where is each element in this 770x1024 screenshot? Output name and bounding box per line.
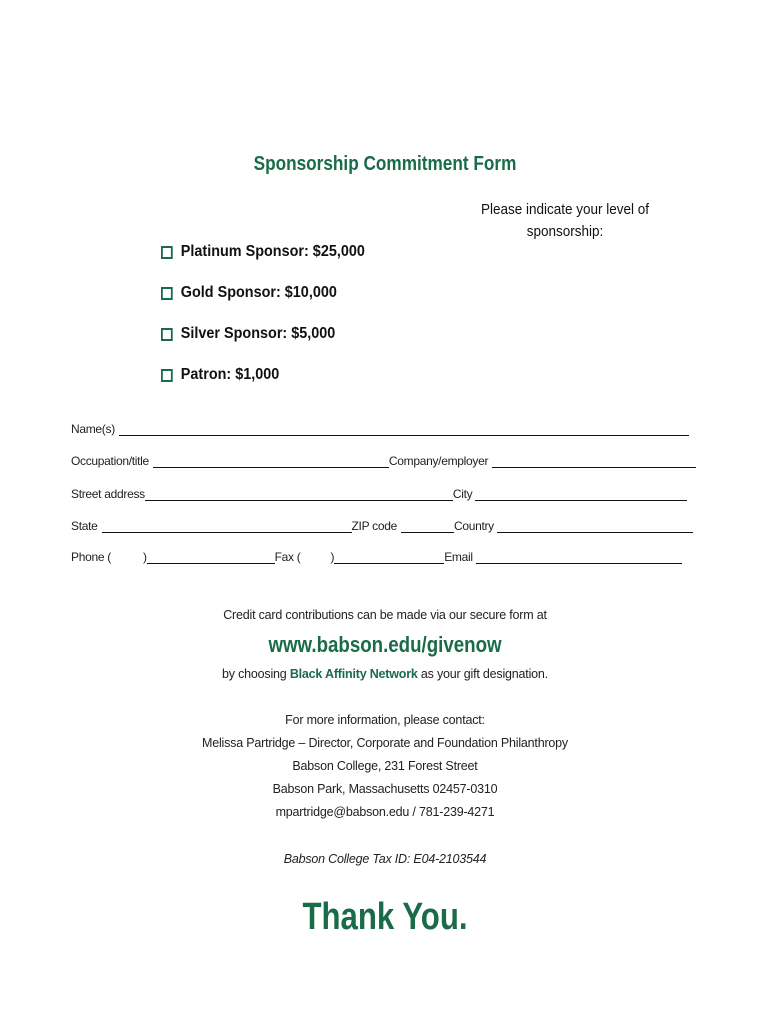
- zip-label: ZIP code: [351, 519, 397, 533]
- country-field[interactable]: [497, 520, 693, 533]
- occupation-row: [71, 454, 701, 468]
- phone-paren-close: ): [142, 550, 147, 564]
- option-silver-label: Silver Sponsor: $5,000: [180, 325, 336, 342]
- checkbox-patron[interactable]: [161, 369, 173, 382]
- option-patron[interactable]: [161, 366, 279, 384]
- option-platinum-label: Platinum Sponsor: $25,000: [180, 243, 365, 260]
- street-field[interactable]: [145, 488, 453, 501]
- instruction-text: Please indicate your level of sponsorship:: [480, 201, 650, 240]
- givenow-link[interactable]: www.babson.edu/givenow: [268, 632, 502, 657]
- option-gold-label: Gold Sponsor: $10,000: [180, 284, 337, 301]
- option-gold[interactable]: [161, 284, 337, 302]
- option-silver[interactable]: [161, 325, 335, 343]
- occupation-field[interactable]: [153, 455, 389, 468]
- phone-row: [71, 550, 701, 564]
- payment-intro: Credit card contributions can be made via our secure form at: [223, 608, 547, 622]
- contact-address-2: Babson Park, Massachusetts 02457-0310: [272, 782, 498, 796]
- designation-name: Black Affinity Network: [289, 667, 418, 681]
- designation-line: [0, 667, 770, 681]
- state-row: [71, 519, 701, 533]
- street-label: Street address: [71, 487, 145, 501]
- state-label: State: [71, 519, 98, 533]
- fax-field[interactable]: [334, 551, 444, 564]
- checkbox-platinum[interactable]: [161, 246, 173, 259]
- thank-you-heading: Thank You.: [302, 896, 468, 938]
- phone-field[interactable]: [147, 551, 275, 564]
- checkbox-silver[interactable]: [161, 328, 173, 341]
- contact-intro: For more information, please contact:: [285, 713, 485, 727]
- designation-prefix: by choosing: [222, 667, 290, 681]
- form-title: Sponsorship Commitment Form: [253, 153, 517, 175]
- country-label: Country: [453, 519, 494, 533]
- option-platinum[interactable]: [161, 243, 365, 261]
- zip-field[interactable]: [401, 520, 454, 533]
- city-field[interactable]: [475, 488, 687, 501]
- names-label: Name(s): [71, 422, 115, 436]
- fax-label: Fax (: [274, 550, 301, 564]
- phone-label: Phone (: [71, 550, 111, 564]
- fax-paren-close: ): [330, 550, 335, 564]
- contact-address-1: Babson College, 231 Forest Street: [292, 759, 478, 773]
- contact-email-phone: mpartridge@babson.edu / 781-239-4271: [275, 805, 495, 819]
- checkbox-gold[interactable]: [161, 287, 173, 300]
- contact-name: Melissa Partridge – Director, Corporate and Foundation Philanthropy: [202, 736, 568, 750]
- city-label: City: [452, 487, 473, 501]
- occupation-label: Occupation/title: [71, 454, 149, 468]
- email-label: Email: [444, 550, 473, 564]
- option-patron-label: Patron: $1,000: [180, 366, 280, 383]
- company-label: Company/employer: [388, 454, 489, 468]
- company-field[interactable]: [492, 455, 696, 468]
- designation-suffix: as your gift designation.: [417, 667, 548, 681]
- names-row: [71, 422, 701, 436]
- tax-id: Babson College Tax ID: E04-2103544: [283, 852, 487, 866]
- street-row: [71, 487, 701, 501]
- state-field[interactable]: [102, 520, 352, 533]
- email-field[interactable]: [476, 551, 682, 564]
- names-field[interactable]: [119, 423, 689, 436]
